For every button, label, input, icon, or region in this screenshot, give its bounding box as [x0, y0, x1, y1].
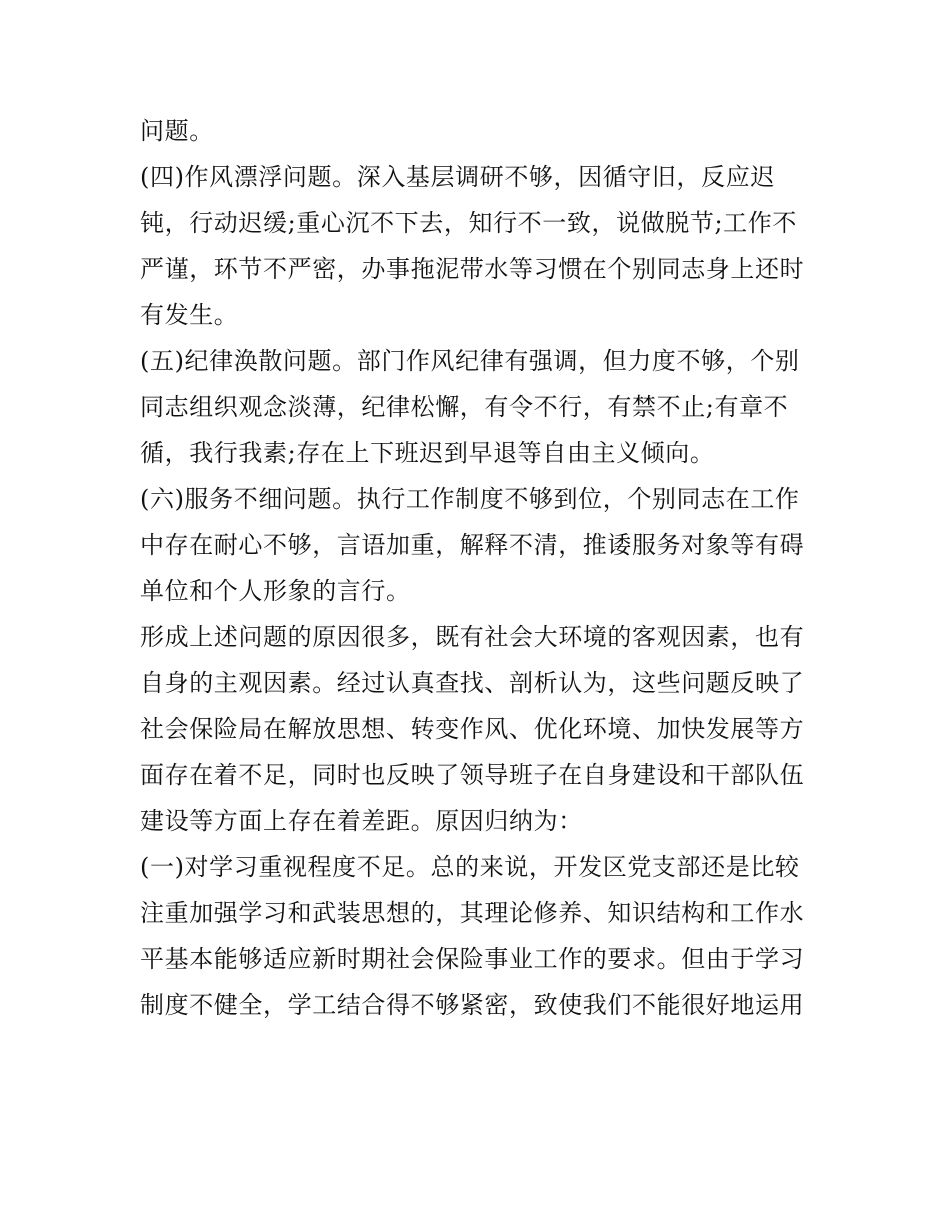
paragraph-style-floating: (四)作风漂浮问题。深入基层调研不够，因循守旧，反应迟 钝，行动迟缓;重心沉不下去，知行不一致，说做脱节;工作不 严谨，环节不严密，办事拖泥带水等习惯在个别同志身上还时 有发生。 [140, 163, 805, 329]
paragraph-discipline-lax: (五)纪律涣散问题。部门作风纪律有强调，但力度不够，个别 同志组织观念淡薄，纪律松懈，有令不行，有禁不止;有章不 循，我行我素;存在上下班迟到早退等自由主义倾向。 [140, 347, 800, 467]
document-body [140, 108, 820, 1028]
paragraph-root-causes: 形成上述问题的原因很多，既有社会大环境的客观因素，也有 自身的主观因素。经过认真查找、剖析认为，这些问题反映了 社会保险局在解放思想、转变作风、优化环境、加快发展等方 面存在着不足，同时也反映了领导班子在自身建设和干部队伍 建设等方面上存在着差距。原因归纳为： [140, 623, 805, 835]
paragraph-service-lacking: (六)服务不细问题。执行工作制度不够到位，个别同志在工作 中存在耐心不够，言语加重，解释不清，推诿服务对象等有碍 单位和个人形象的言行。 [140, 485, 805, 605]
paragraph-problem-end: 问题。 [140, 117, 214, 145]
paragraph-study-insufficient: (一)对学习重视程度不足。总的来说，开发区党支部还是比较 注重加强学习和武装思想的，其理论修养、知识结构和工作水 平基本能够适应新时期社会保险事业工作的要求。但由于学习 制度不健全，学工结合得不够紧密，致使我们不能很好地运用 [140, 853, 805, 1019]
